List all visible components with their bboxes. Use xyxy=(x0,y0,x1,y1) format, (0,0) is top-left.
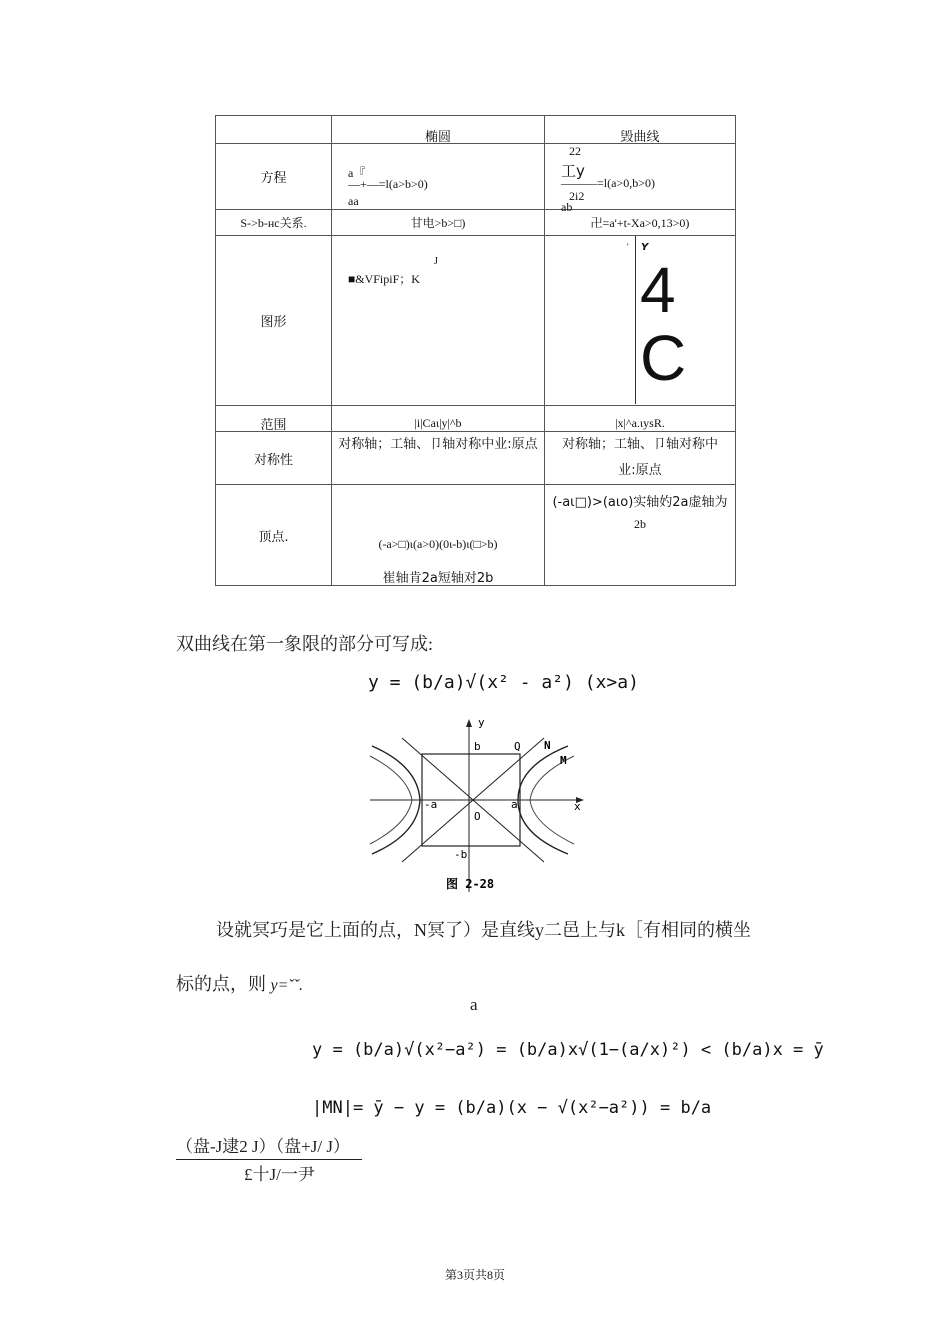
label-Q: Q xyxy=(514,740,521,753)
row-label-equation: 方程 xyxy=(216,144,332,210)
formula-inequality: y = (b/a)√(x²−a²) = (b/a)x√(1−(a/x)²) < (b/a)x = ȳ xyxy=(312,1040,824,1060)
hyperbola-graph: ' Y 4 C xyxy=(545,236,736,406)
ellipse-vertex: (-a>□)ι(a>0)(0ι-b)ι(□>b) 崔轴肯2a短轴对2b xyxy=(332,485,545,586)
label-O: O xyxy=(474,810,481,823)
label-x: x xyxy=(574,800,581,813)
row-label-range: 范围 xyxy=(216,406,332,432)
hyperbola-relation: 卍=a'+t-Xa>0,13>0) xyxy=(545,210,736,236)
header-hyperbola: 毁曲线 xyxy=(545,116,736,144)
hyperbola-symmetry: 对称轴；工轴、卩轴对称中业:原点 xyxy=(545,432,736,485)
paragraph-line2: 标的点，则 y=ˇˇ. xyxy=(176,974,304,994)
formula-first-quadrant: y = (b/a)√(x² - a²) (x>a) xyxy=(368,672,639,693)
y-arrow-icon xyxy=(466,719,472,727)
row-label-relation: S->b-нс关系. xyxy=(216,210,332,236)
label-y: y xyxy=(478,716,485,729)
header-ellipse: 椭圆 xyxy=(332,116,545,144)
label-neg-a: -a xyxy=(424,798,438,811)
intro-paragraph: 双曲线在第一象限的部分可写成: xyxy=(176,634,433,654)
lone-a: a xyxy=(470,995,478,1014)
page-footer: 第3页共8页 xyxy=(444,1268,505,1282)
ellipse-equation: a『 —+—=l(a>b>0) aa xyxy=(332,144,545,210)
hyperbola-vertex: (-aι□)>(aιo)实轴妁2a虚轴为 2b xyxy=(545,485,736,586)
row-label-vertex: 顶点. xyxy=(216,485,332,586)
y-axis-line xyxy=(635,236,636,404)
hyperbola-figure xyxy=(368,716,588,896)
ellipse-symmetry: 对称轴；工轴、卩轴对称中业:原点 xyxy=(332,432,545,485)
row-label-graph: 图形 xyxy=(216,236,332,406)
figure-caption: 图 2-28 xyxy=(446,877,495,891)
fraction-denominator: £十J/一尹 xyxy=(244,1165,315,1184)
header-empty xyxy=(216,116,332,144)
label-N: N xyxy=(544,739,551,752)
label-neg-b: -b xyxy=(454,848,468,861)
ellipse-range: |i|Caι|y|^b xyxy=(332,406,545,432)
ellipse-relation: 甘电>b>□) xyxy=(332,210,545,236)
label-b: b xyxy=(474,740,481,753)
paragraph-line1: 设就冥巧是它上面的点，N冥了）是直线y二邑上与k［有相同的横坐 xyxy=(216,920,751,940)
fraction-numerator: （盘-J逮2 J）（盘+J/ J） xyxy=(176,1132,362,1160)
ellipse-graph: ■&VFipiF；K J xyxy=(332,236,545,406)
label-M: M xyxy=(560,754,567,767)
formula-mn: |MN|= ȳ − y = (b/a)(x − √(x²−a²)) = b/a xyxy=(312,1098,712,1118)
hyperbola-equation: 22 工y ———=l(a>0,b>0) 2i2 ab xyxy=(545,144,736,210)
hyperbola-range: |x|^a.ιysR. xyxy=(545,406,736,432)
label-a: a xyxy=(511,798,518,811)
row-label-symmetry: 对称性 xyxy=(216,432,332,485)
comparison-table xyxy=(215,115,736,586)
